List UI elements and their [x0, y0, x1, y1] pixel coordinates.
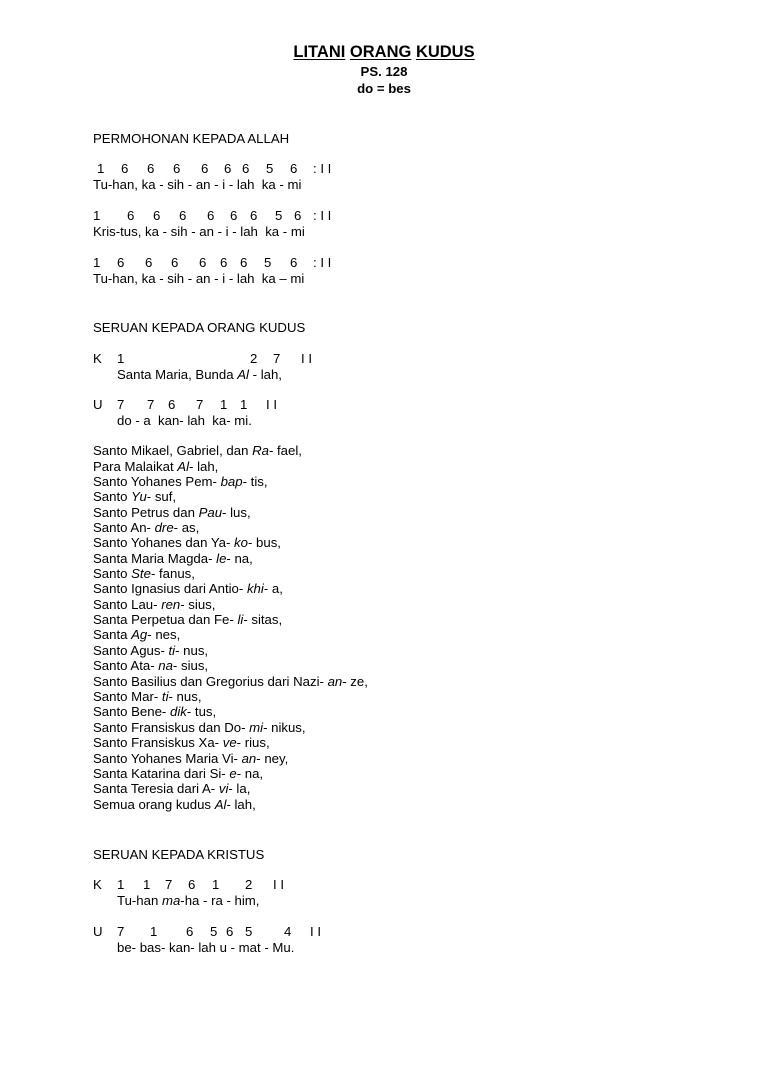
list-item: Para Malaikat Al- lah, [93, 459, 219, 474]
repeat-bar: : I I [313, 161, 332, 176]
note: 1 [93, 208, 101, 223]
lyric-line: Tu-han, ka - sih - an - i - lah ka – mi [93, 271, 305, 286]
list-item: Santo Yu- suf, [93, 489, 177, 504]
note: 6 [294, 208, 302, 223]
note: 5 [275, 208, 283, 223]
title-word-kudus: KUDUS [415, 43, 475, 61]
bar-line: I I [266, 397, 277, 412]
bar-line: I I [310, 924, 321, 939]
bar-line: I I [273, 877, 284, 892]
note: 7 [117, 397, 125, 412]
note: 6 [173, 161, 181, 176]
note: 6 [188, 877, 196, 892]
note: 5 [266, 161, 274, 176]
list-item: Santo Petrus dan Pau- lus, [93, 505, 251, 520]
note: 6 [171, 255, 179, 270]
people-label: U [93, 397, 103, 412]
list-item: Santo Ata- na- sius, [93, 658, 209, 673]
note: 2 [250, 351, 258, 366]
list-item: Santo Bene- dik- tus, [93, 704, 217, 719]
cantor-label: K [93, 351, 102, 366]
note: 6 [179, 208, 187, 223]
lyric-line: do - a kan- lah ka- mi. [117, 413, 252, 428]
list-item: Santo An- dre- as, [93, 520, 200, 535]
list-item: Santa Perpetua dan Fe- li- sitas, [93, 612, 283, 627]
title-word-litani: LITANI [293, 43, 346, 61]
note: 7 [117, 924, 125, 939]
note: 6 [147, 161, 155, 176]
list-item: Santo Fransiskus dan Do- mi- nikus, [93, 720, 306, 735]
note: 7 [165, 877, 173, 892]
note: 6 [117, 255, 125, 270]
note: 1 [97, 161, 105, 176]
list-item: Santo Basilius dan Gregorius dari Nazi- an- ze, [93, 674, 368, 689]
lyric-line: Santa Maria, Bunda Al - lah, [117, 367, 282, 382]
note: 1 [143, 877, 151, 892]
list-item: Santa Teresia dari A- vi- la, [93, 781, 251, 796]
psalm-number: PS. 128 [360, 64, 408, 79]
repeat-bar: : I I [313, 208, 332, 223]
list-item: Semua orang kudus Al- lah, [93, 797, 256, 812]
lyric-line: Tu-han, ka - sih - an - i - lah ka - mi [93, 177, 302, 192]
note: 6 [127, 208, 135, 223]
note: 6 [226, 924, 234, 939]
note: 5 [264, 255, 272, 270]
list-item: Santa Maria Magda- le- na, [93, 551, 253, 566]
list-item: Santo Lau- ren- sius, [93, 597, 216, 612]
note: 6 [290, 255, 298, 270]
lyric-line: Tu-han ma-ha - ra - him, [117, 893, 260, 908]
section-heading: PERMOHONAN KEPADA ALLAH [93, 131, 290, 146]
lyric-line: Kris-tus, ka - sih - an - i - lah ka - mi [93, 224, 305, 239]
note: 7 [273, 351, 281, 366]
note: 6 [230, 208, 238, 223]
list-item: Santo Ignasius dari Antio- khi- a, [93, 581, 283, 596]
note: 6 [199, 255, 207, 270]
list-item: Santo Yohanes dan Ya- ko- bus, [93, 535, 281, 550]
note: 6 [121, 161, 129, 176]
people-label: U [93, 924, 103, 939]
note: 4 [284, 924, 292, 939]
note: 1 [240, 397, 248, 412]
note: 5 [245, 924, 253, 939]
note: 1 [117, 351, 125, 366]
section-heading: SERUAN KEPADA KRISTUS [93, 847, 265, 862]
note: 5 [210, 924, 218, 939]
list-item: Santo Yohanes Pem- bap- tis, [93, 474, 268, 489]
note: 1 [150, 924, 158, 939]
note: 6 [242, 161, 250, 176]
note: 6 [207, 208, 215, 223]
note: 1 [212, 877, 220, 892]
note: 6 [250, 208, 258, 223]
list-item: Santo Ste- fanus, [93, 566, 195, 581]
list-item: Santo Mar- ti- nus, [93, 689, 202, 704]
note: 7 [147, 397, 155, 412]
section-heading: SERUAN KEPADA ORANG KUDUS [93, 320, 306, 335]
title-word-orang: ORANG [349, 43, 412, 61]
note: 6 [224, 161, 232, 176]
note: 2 [245, 877, 253, 892]
note: 6 [145, 255, 153, 270]
key-signature: do = bes [357, 81, 411, 96]
cantor-label: K [93, 877, 102, 892]
list-item: Santa Katarina dari Si- e- na, [93, 766, 264, 781]
note: 1 [220, 397, 228, 412]
lyric-line: be- bas- kan- lah u - mat - Mu. [117, 940, 295, 955]
note: 7 [196, 397, 204, 412]
list-item: Santa Ag- nes, [93, 627, 181, 642]
note: 6 [290, 161, 298, 176]
list-item: Santo Fransiskus Xa- ve- rius, [93, 735, 270, 750]
note: 6 [186, 924, 194, 939]
list-item: Santo Mikael, Gabriel, dan Ra- fael, [93, 443, 302, 458]
note: 6 [201, 161, 209, 176]
note: 6 [168, 397, 176, 412]
bar-line: I I [301, 351, 312, 366]
list-item: Santo Yohanes Maria Vi- an- ney, [93, 751, 289, 766]
note: 1 [117, 877, 125, 892]
repeat-bar: : I I [313, 255, 332, 270]
note: 6 [240, 255, 248, 270]
note: 6 [153, 208, 161, 223]
note: 6 [220, 255, 228, 270]
document-title [0, 42, 768, 62]
note: 1 [93, 255, 101, 270]
list-item: Santo Agus- ti- nus, [93, 643, 209, 658]
